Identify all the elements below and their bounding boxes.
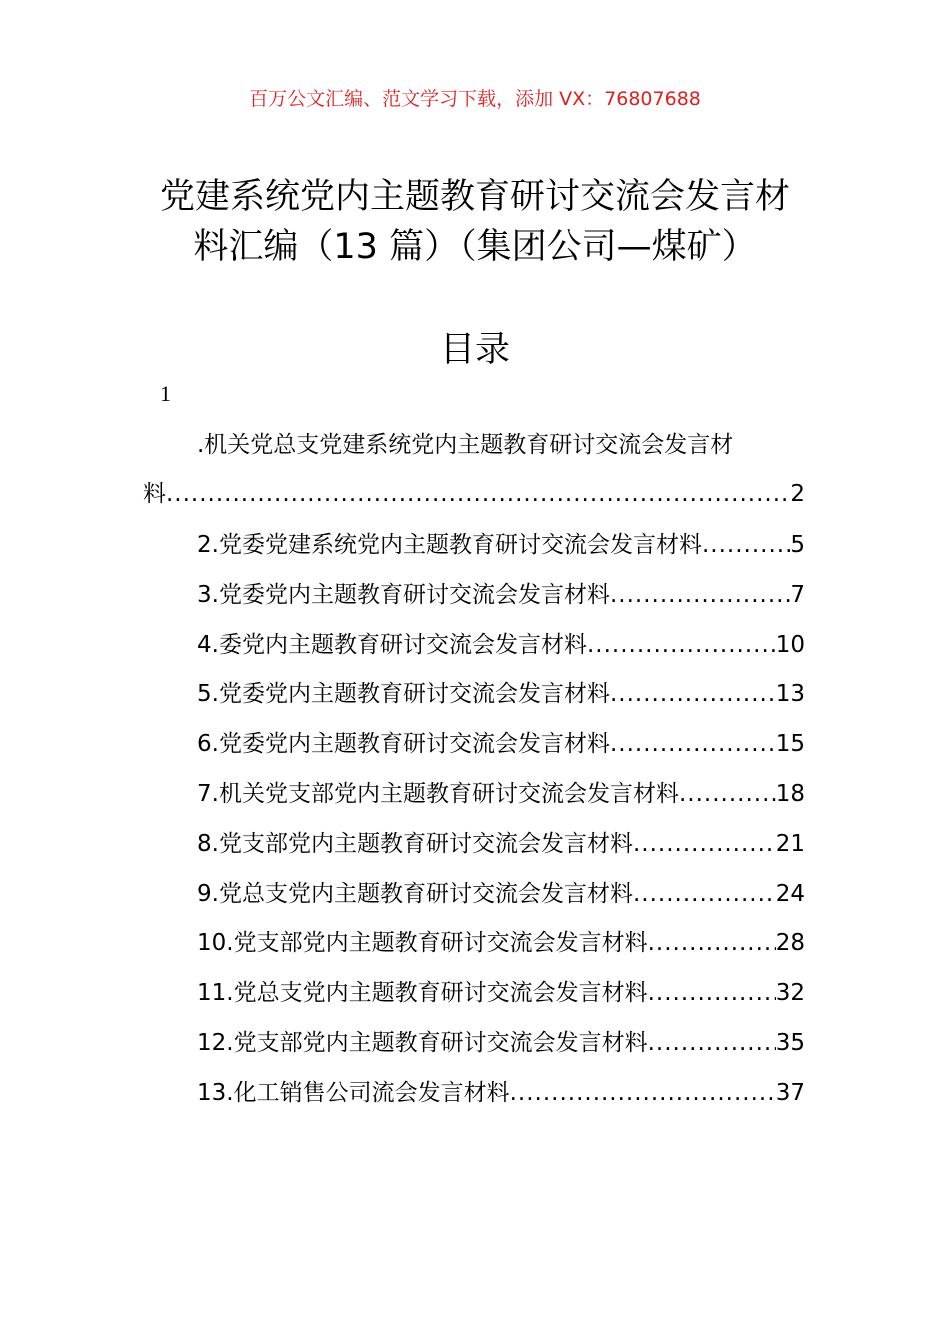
toc-page-number: 15 <box>775 731 805 758</box>
toc-entry[interactable] <box>197 978 805 1008</box>
dot-leader <box>648 978 776 1008</box>
toc-entry-1-number: 1 <box>160 381 171 406</box>
toc-entry-text: 12.党支部党内主题教育研讨交流会发言材料 <box>197 1030 648 1056</box>
toc-entry-text: 6.党委党内主题教育研讨交流会发言材料 <box>197 731 610 758</box>
dot-leader <box>679 779 776 809</box>
title-line-1: 党建系统党内主题教育研讨交流会发言材 <box>159 177 790 217</box>
toc-entry-text: 10.党支部党内主题教育研讨交流会发言材料 <box>197 930 648 957</box>
toc-entry-text: 8.党支部党内主题教育研讨交流会发言材料 <box>197 830 633 857</box>
dot-leader <box>648 928 776 958</box>
toc-entry-1[interactable] <box>143 479 805 509</box>
dot-leader <box>610 679 776 709</box>
dot-leader <box>166 479 790 509</box>
toc-entry[interactable] <box>197 1028 805 1058</box>
toc-entry[interactable] <box>197 729 805 759</box>
toc-entry-text: 9.党总支党内主题教育研讨交流会发言材料 <box>197 880 633 907</box>
toc-page-number: 7 <box>790 581 805 608</box>
toc-entry[interactable] <box>197 928 805 958</box>
toc-heading: 目录 <box>439 330 510 370</box>
toc-entry-text: 7.机关党支部党内主题教育研讨交流会发言材料 <box>197 781 679 807</box>
toc-entry[interactable] <box>197 530 805 560</box>
toc-entry[interactable] <box>197 580 805 610</box>
dot-leader <box>648 1028 776 1058</box>
toc-page-number: 21 <box>775 830 805 857</box>
toc-entry-text: 3.党委党内主题教育研讨交流会发言材料 <box>197 581 610 608</box>
dot-leader <box>510 1078 776 1108</box>
toc-page-number: 35 <box>775 1030 805 1056</box>
dot-leader <box>633 829 776 859</box>
toc-page-number: 24 <box>775 880 805 907</box>
toc-entry-text: 料 <box>143 481 166 507</box>
toc-entry[interactable] <box>197 829 805 859</box>
toc-entry-text: 5.党委党内主题教育研讨交流会发言材料 <box>197 681 610 708</box>
toc-entry[interactable] <box>197 630 805 660</box>
watermark-header: 百万公文汇编、范文学习下载，添加 VX：76807688 <box>249 88 701 110</box>
toc-entry[interactable] <box>197 779 805 809</box>
dot-leader <box>702 530 790 560</box>
dot-leader <box>587 630 776 660</box>
toc-page-number: 32 <box>775 980 805 1007</box>
toc-entry[interactable] <box>197 679 805 709</box>
document-title <box>140 172 810 272</box>
toc-entry-text: 11.党总支党内主题教育研讨交流会发言材料 <box>197 980 648 1007</box>
toc-entry-text: 2.党委党建系统党内主题教育研讨交流会发言材料 <box>197 532 702 558</box>
toc-entry[interactable] <box>197 879 805 909</box>
toc-page-number: 2 <box>790 481 805 507</box>
toc-page-number: 5 <box>790 532 805 558</box>
title-line-2: 料汇编（13 篇）（集团公司—煤矿） <box>193 227 757 267</box>
toc-entry-1-text[interactable]: .机关党总支党建系统党内主题教育研讨交流会发言材 <box>197 432 734 458</box>
toc-page-number: 37 <box>775 1079 805 1106</box>
dot-leader <box>633 879 776 909</box>
dot-leader <box>610 729 776 759</box>
toc-page-number: 18 <box>775 781 805 807</box>
toc-page-number: 13 <box>775 681 805 708</box>
toc-page-number: 28 <box>775 930 805 957</box>
toc-entry[interactable] <box>197 1078 805 1108</box>
toc-entry-text: 4.委党内主题教育研讨交流会发言材料 <box>197 631 587 658</box>
toc-page-number: 10 <box>775 631 805 658</box>
toc-entry-text: 13.化工销售公司流会发言材料 <box>197 1079 510 1106</box>
dot-leader <box>610 580 790 610</box>
